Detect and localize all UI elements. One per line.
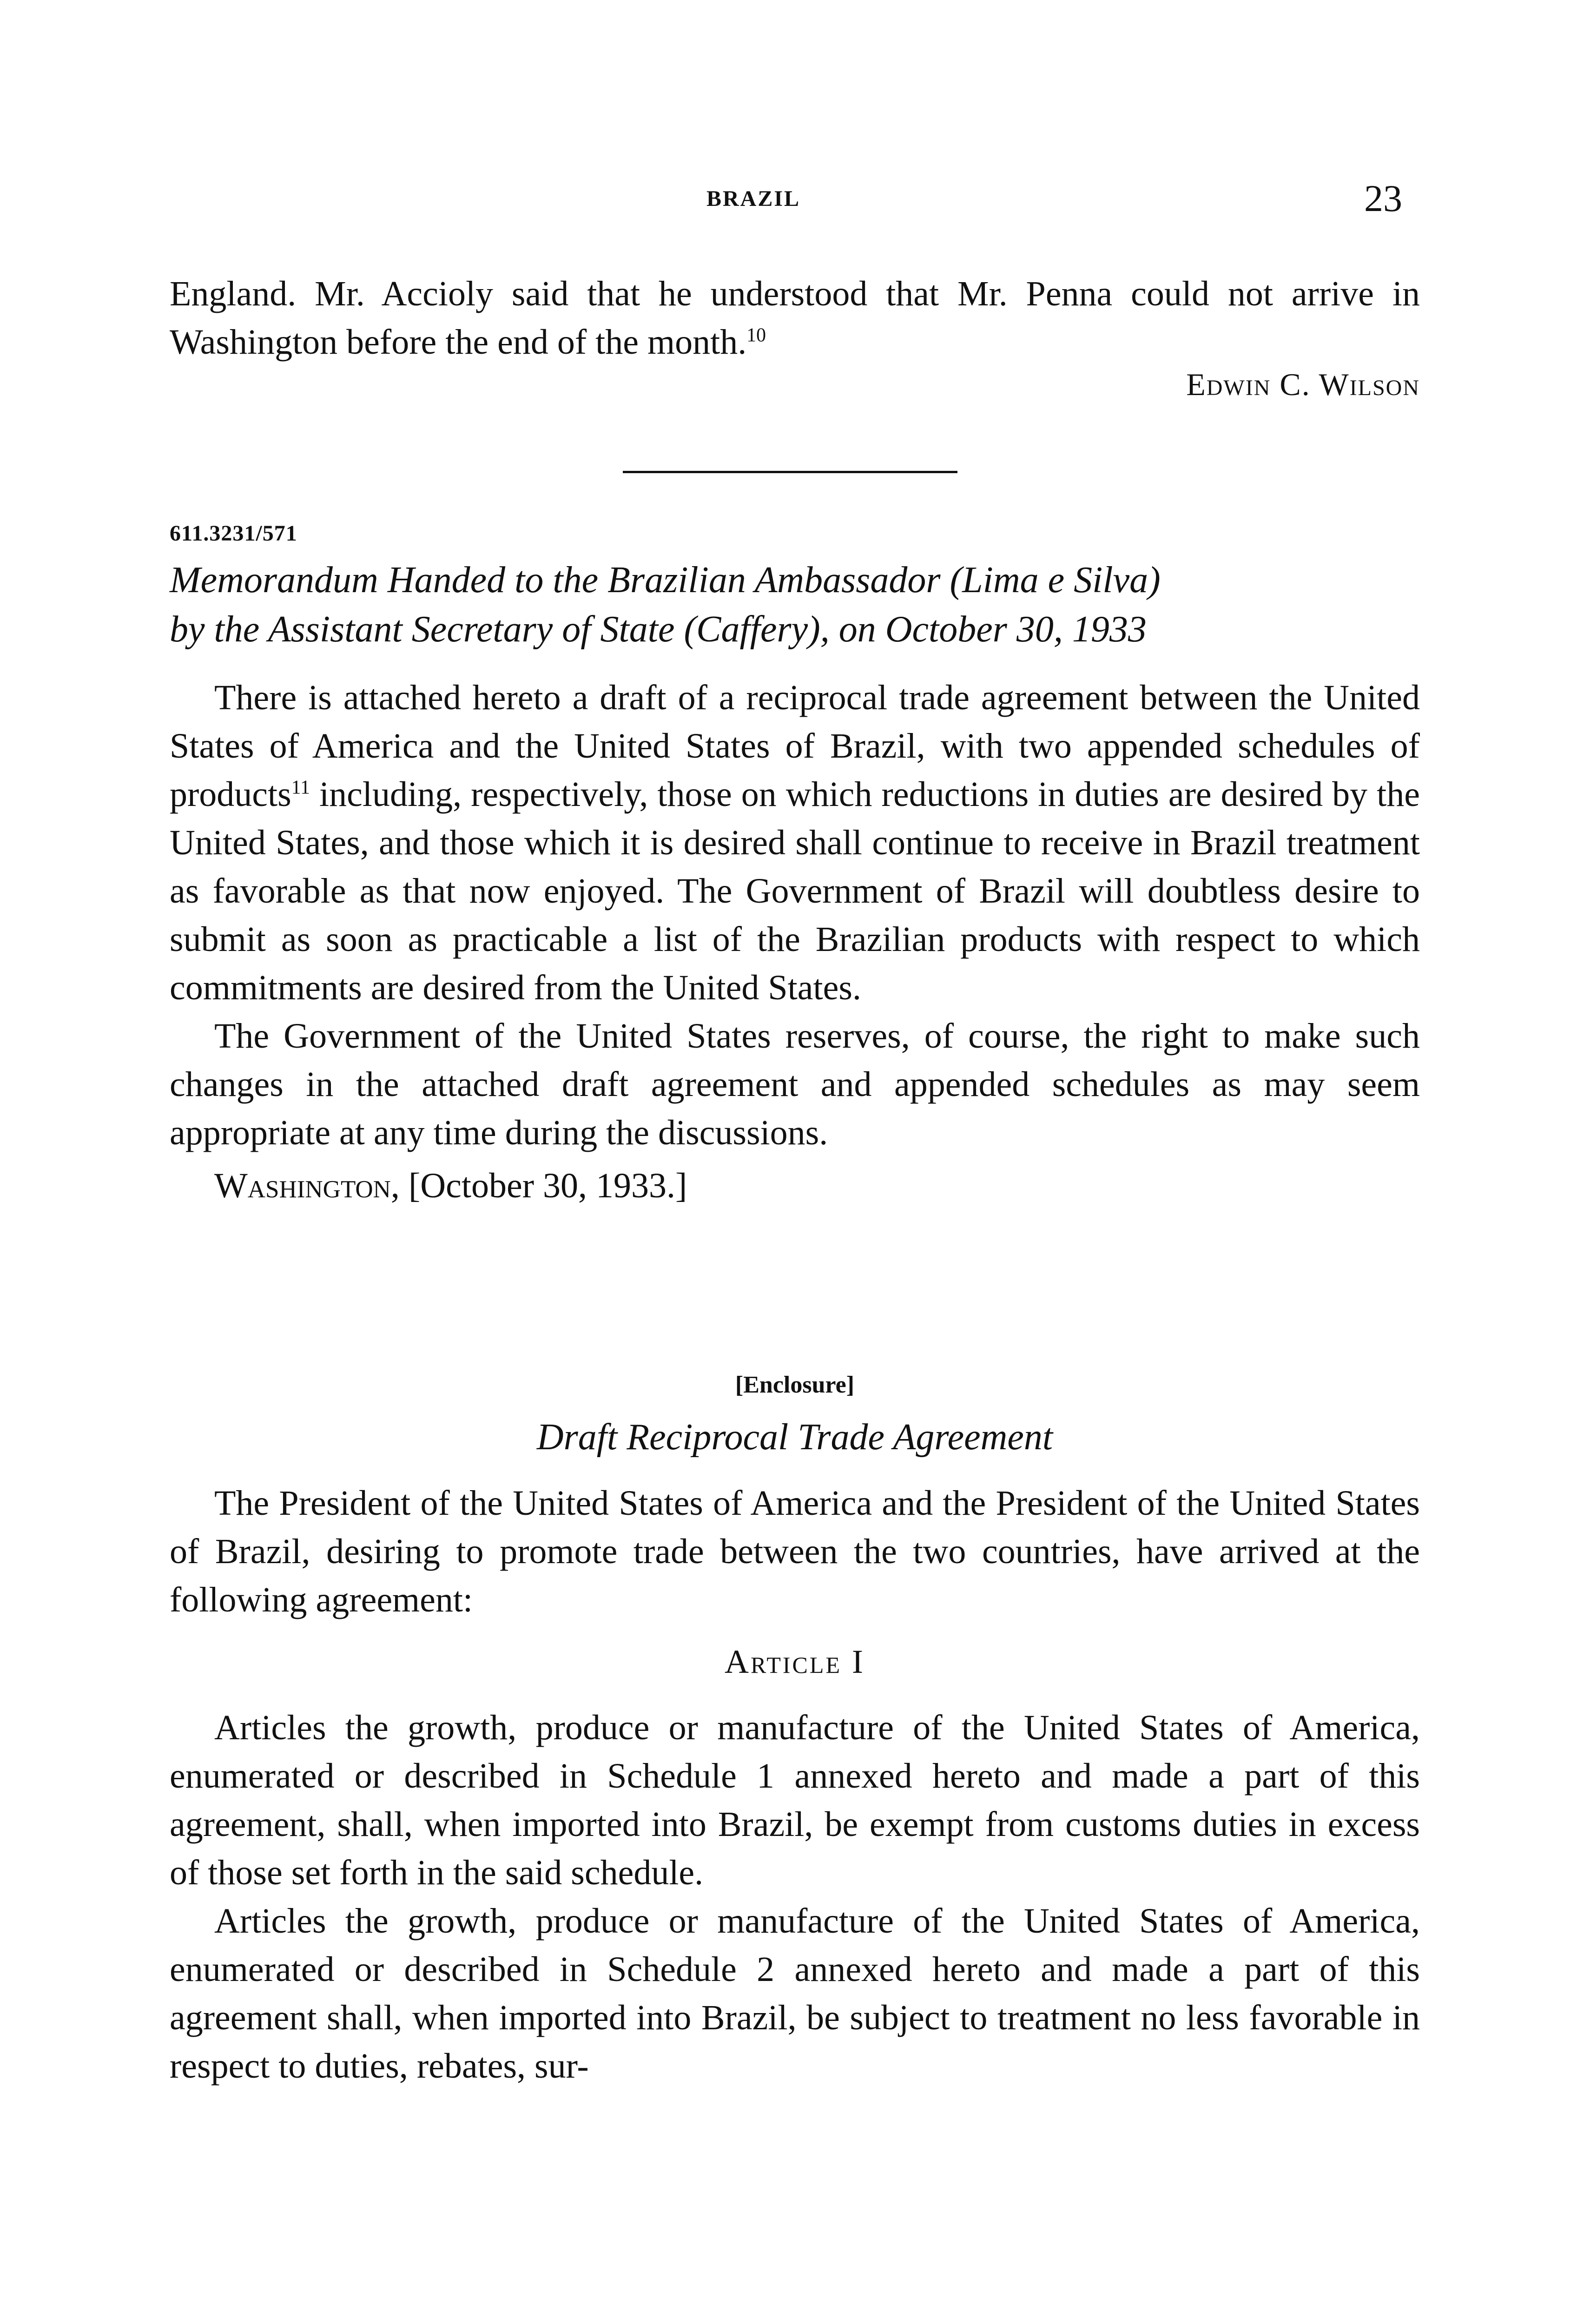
memorandum-paragraph-2: The Government of the United States reserves, of course, the right to make such changes in the attached draft agreement and appended schedules as may seem appropriate at any time during the discussions. (170, 1017, 1420, 1152)
file-number: 611.3231/571 (170, 521, 297, 546)
article-heading: Article I (725, 1643, 865, 1680)
section-divider (623, 471, 957, 473)
place-date-line (170, 1162, 1420, 1210)
opening-section (170, 270, 1420, 403)
enclosure-title: Draft Reciprocal Trade Agreement (536, 1417, 1053, 1458)
date: [October 30, 1933.] (408, 1166, 687, 1205)
enclosure-section (170, 1371, 1420, 2090)
article-paragraph-2: Articles the growth, produce or manufacture of the United States of America, enumerated or described in Schedule 2 annexed hereto and made a part of this agreement shall, when imported into Brazil, be subject to treatment no less favorable in respect to duties, rebates, sur- (170, 1901, 1420, 2086)
page-header (0, 177, 1577, 232)
opening-paragraph: England. Mr. Accioly said that he understood that Mr. Penna could not arrive in Washington before the end of the month.$^{10}$ (170, 274, 1420, 362)
memorandum-paragraph-1: There is attached hereto a draft of a reciprocal trade agreement between the United States of America and the United States of Brazil, with two appended schedules of products$^{11}$ including, respectively, those on which reductions in duties are desired by the United States, and those which it is desired shall continue to receive in Brazil treatment as favorable as that now enjoyed. The Government of Brazil will doubtless desire to submit as soon as practicable a list of the Brazilian products with respect to which commitments are desired from the United States. (170, 678, 1420, 1007)
footnote-ref-11: 11 (291, 777, 310, 799)
place: Washington, (214, 1166, 400, 1205)
running-head: BRAZIL (706, 186, 801, 211)
preamble-paragraph: The President of the United States of America and the President of the United States of Brazil, desiring to promote trade between the two countries, have arrived at the following agreement: (170, 1484, 1420, 1619)
page-number: 23 (1364, 177, 1402, 219)
memorandum-title-line2: by the Assistant Secretary of State (Caffery), on October 30, 1933 (170, 609, 1147, 650)
memorandum-section (170, 521, 1420, 1210)
footnote-ref-10: 10 (746, 324, 766, 346)
enclosure-label: [Enclosure] (735, 1372, 855, 1398)
memorandum-title-line1: Memorandum Handed to the Brazilian Ambassador (Lima e Silva) (170, 560, 1161, 601)
signature: Edwin C. Wilson (1186, 367, 1420, 402)
article-paragraph-1: Articles the growth, produce or manufacture of the United States of America, enumerated or described in Schedule 1 annexed hereto and made a part of this agreement, shall, when imported into Brazil, be exempt from customs duties in excess of those set forth in the said schedule. (170, 1708, 1420, 1892)
